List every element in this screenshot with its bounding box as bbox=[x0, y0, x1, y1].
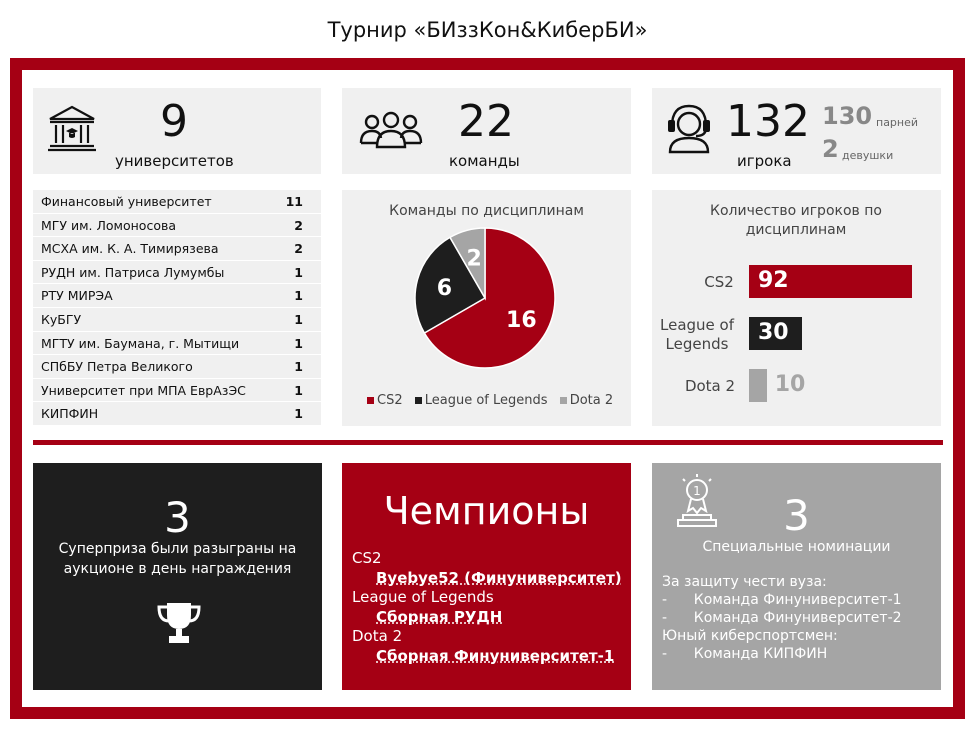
list-item bbox=[33, 284, 321, 308]
nomination-line: Юный киберспортсмен: bbox=[662, 628, 838, 644]
trophy-icon bbox=[155, 599, 203, 647]
legend-item bbox=[367, 393, 403, 408]
universities-count: 9 bbox=[160, 96, 188, 147]
pie-data-label: 2 bbox=[466, 246, 482, 272]
bar-2 bbox=[749, 369, 767, 402]
champion-team: Сборная РУДН bbox=[376, 608, 503, 626]
list-item bbox=[33, 308, 321, 332]
university-name: МГТУ им. Баумана, г. Мытищи bbox=[41, 335, 240, 351]
bar-label-lol: League of Legends bbox=[660, 316, 734, 353]
list-item bbox=[33, 355, 321, 379]
svg-text:1: 1 bbox=[693, 484, 701, 498]
list-item bbox=[33, 214, 321, 238]
superprizes-text: Суперприза были разыграны на аукционе в день награждения bbox=[58, 541, 297, 577]
university-team-count: 1 bbox=[294, 406, 303, 422]
universities-label: университетов bbox=[115, 152, 234, 170]
champions-title: Чемпионы bbox=[383, 489, 590, 533]
legend-swatch-dota bbox=[560, 397, 567, 404]
bar-value-label: 30 bbox=[758, 320, 789, 345]
pie-chart-legend bbox=[367, 393, 621, 408]
university-name: КИПФИН bbox=[41, 406, 99, 422]
university-team-count: 1 bbox=[294, 311, 303, 327]
university-team-count: 11 bbox=[285, 194, 303, 209]
university-name: Университет при МПА ЕврАзЭС bbox=[41, 382, 246, 398]
nomination-line: - Команда Финуниверситет-2 bbox=[662, 610, 902, 626]
university-team-count: 2 bbox=[294, 241, 303, 257]
legend-label: League of Legends bbox=[424, 393, 548, 408]
university-team-count: 2 bbox=[294, 217, 303, 233]
list-item bbox=[33, 261, 321, 285]
university-name: КуБГУ bbox=[41, 311, 82, 327]
teams-label: команды bbox=[449, 152, 520, 170]
superprizes-card bbox=[33, 463, 322, 690]
university-team-count: 1 bbox=[294, 264, 303, 280]
pie-data-label: 16 bbox=[506, 308, 537, 333]
people-group-icon bbox=[358, 110, 424, 150]
girls-label: девушки bbox=[842, 149, 894, 162]
nomination-line: - Команда Финуниверситет-1 bbox=[662, 592, 902, 608]
champion-discipline: CS2 bbox=[352, 549, 382, 567]
nominations-card bbox=[652, 463, 941, 690]
bar-label-dota: Dota 2 bbox=[684, 377, 736, 395]
pie-chart bbox=[342, 190, 631, 426]
legend-swatch-lol bbox=[415, 397, 422, 404]
champions-card bbox=[342, 463, 631, 690]
teams-count: 22 bbox=[458, 96, 514, 147]
section-divider bbox=[33, 440, 943, 445]
university-name: СПбБУ Петра Великого bbox=[41, 359, 193, 375]
university-name: МСХА им. К. А. Тимирязева bbox=[41, 241, 219, 257]
legend-swatch-cs2 bbox=[367, 397, 374, 404]
university-building-icon bbox=[46, 103, 98, 155]
boys-count: 130 bbox=[822, 102, 873, 130]
list-item bbox=[33, 237, 321, 261]
list-item bbox=[33, 332, 321, 356]
champion-team: Сборная Финуниверситет-1 bbox=[376, 647, 615, 665]
legend-item bbox=[415, 393, 548, 408]
superprizes-count: 3 bbox=[164, 493, 191, 542]
boys-label: парней bbox=[876, 116, 919, 129]
university-name: РТУ МИРЭА bbox=[41, 288, 113, 304]
players-label: игрока bbox=[737, 152, 792, 170]
bar-label-cs2: CS2 bbox=[704, 273, 734, 291]
page-title: Турнир «БИззКон&КиберБИ» bbox=[327, 18, 648, 42]
nominations-label: Специальные номинации bbox=[702, 539, 891, 555]
university-name: МГУ им. Ломоносова bbox=[41, 217, 176, 233]
university-team-count: 1 bbox=[294, 335, 303, 351]
list-item bbox=[33, 379, 321, 403]
universities-list bbox=[33, 190, 321, 426]
university-team-count: 1 bbox=[294, 359, 303, 375]
nomination-line: - Команда КИПФИН bbox=[662, 646, 828, 662]
gamer-headset-icon bbox=[664, 100, 714, 156]
legend-label: CS2 bbox=[377, 393, 403, 408]
nominations-count: 3 bbox=[783, 491, 810, 540]
legend-label: Dota 2 bbox=[569, 393, 614, 408]
bar-chart-title: Количество игроков по дисциплинам bbox=[710, 203, 882, 238]
university-name: РУДН им. Патриса Лумумбы bbox=[41, 264, 225, 280]
nomination-line: За защиту чести вуза: bbox=[662, 574, 827, 590]
university-team-count: 1 bbox=[294, 288, 303, 304]
list-item bbox=[33, 190, 321, 214]
bar-value-label: 10 bbox=[774, 372, 806, 397]
champion-discipline: Dota 2 bbox=[352, 627, 403, 645]
bar-value-label: 92 bbox=[758, 268, 789, 293]
university-team-count: 1 bbox=[294, 382, 303, 398]
champion-team: Byebye52 (Финуниверситет) bbox=[376, 569, 622, 587]
players-count: 132 bbox=[726, 96, 810, 147]
pie-chart-title: Команды по дисциплинам bbox=[389, 203, 584, 219]
pie-data-label: 6 bbox=[436, 276, 453, 302]
girls-count: 2 bbox=[822, 135, 839, 163]
legend-item bbox=[560, 393, 613, 408]
university-name: Финансовый университет bbox=[41, 194, 212, 209]
champion-discipline: League of Legends bbox=[352, 588, 494, 606]
list-item bbox=[33, 402, 321, 426]
